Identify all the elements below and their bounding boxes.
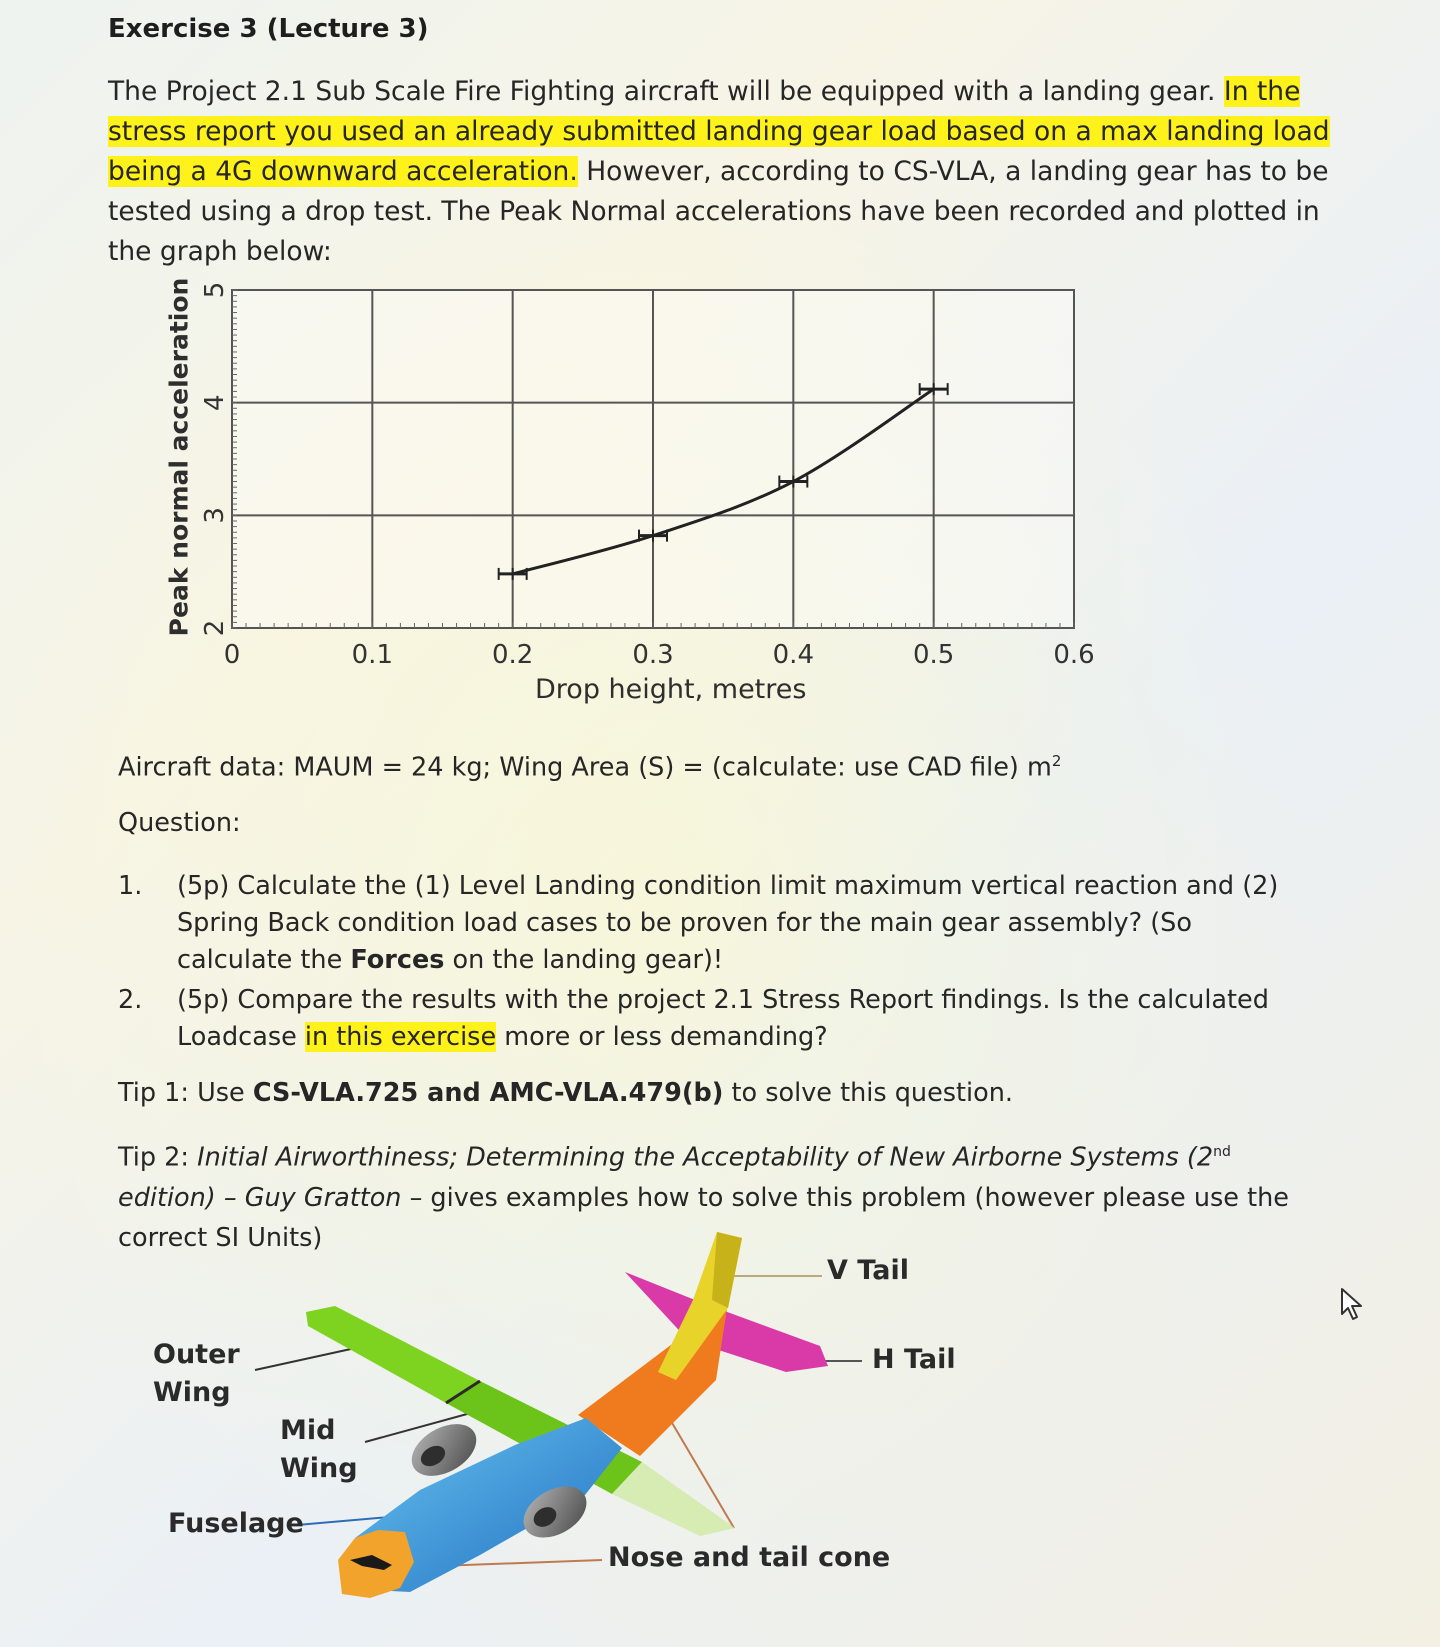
question-text: (5p) Calculate the (1) Level Landing condition limit maximum vertical reaction and (2) Spring Back condition load cases to be proven for the main gear assembly? (So calculate the xyxy=(177,871,1279,975)
label-fuselage: Fuselage xyxy=(168,1508,304,1539)
question-number: 1. xyxy=(118,871,143,901)
x-axis-label: Drop height, metres xyxy=(535,674,807,705)
question-text-end: more or less demanding? xyxy=(496,1022,828,1052)
label-nose-tail: Nose and tail cone xyxy=(608,1542,891,1573)
x-tick-label: 0.2 xyxy=(491,640,534,670)
x-tick-label: 0.1 xyxy=(351,640,394,670)
y-tick-label: 5 xyxy=(200,281,230,299)
question-text-end: on the landing gear)! xyxy=(444,945,724,975)
intro-text-2: However, according to CS-VLA, a landing gear has to be tested using a drop test. The Peak Normal accelerations have been recorded and plotted in the graph below: xyxy=(108,156,1329,267)
question-highlight: in this exercise xyxy=(304,1022,497,1052)
question-text: (5p) Compare the results with the project 2.1 Stress Report findings. Is the calculated Loadcase xyxy=(177,985,1269,1052)
exercise-title: Exercise 3 (Lecture 3) xyxy=(108,14,429,44)
x-tick-label: 0.3 xyxy=(632,640,674,670)
label-outer-wing-line1: Outer xyxy=(153,1339,240,1370)
label-mid-wing-line2: Wing xyxy=(280,1453,358,1484)
label-outer-wing xyxy=(153,1336,240,1412)
aircraft-data-text: Aircraft data: MAUM = 24 kg; Wing Area (S) = (calculate: use CAD file) m xyxy=(118,752,1052,783)
label-mid-wing xyxy=(280,1412,358,1488)
y-tick-label: 4 xyxy=(200,394,230,411)
intro-highlight: In the stress report you used an already submitted landing gear load based on a max landing load being a 4G downward acceleration. xyxy=(108,76,1330,187)
x-tick-label: 0 xyxy=(223,640,241,670)
mouse-cursor-icon xyxy=(1338,1286,1368,1322)
label-mid-wing-line1: Mid xyxy=(280,1415,336,1446)
x-tick-label: 0.6 xyxy=(1053,640,1095,670)
tip-2-sup: nd xyxy=(1213,1144,1231,1160)
tip-1-bold: CS-VLA.725 and AMC-VLA.479(b) xyxy=(252,1078,724,1108)
label-v-tail: V Tail xyxy=(827,1255,909,1286)
label-h-tail: H Tail xyxy=(872,1344,956,1375)
tip-2-book-title: Initial Airworthiness; Determining the Acceptability of New Airborne Systems (2 xyxy=(197,1142,1214,1173)
y-tick-label: 3 xyxy=(200,507,231,524)
tip-1-text: Tip 1: Use xyxy=(118,1078,253,1108)
tip-2-text-end: – gives examples how to solve this problem (however please use the correct SI Units) xyxy=(118,1182,1289,1253)
y-tick-label: 2 xyxy=(200,619,230,637)
tip-2-text: Tip 2: xyxy=(118,1142,198,1173)
question-number: 2. xyxy=(118,985,143,1015)
y-axis-label: Peak normal acceleration xyxy=(164,277,194,637)
x-tick-label: 0.4 xyxy=(772,640,815,670)
tip-1-text-end: to solve this question. xyxy=(723,1078,1013,1108)
tip-2-book-author: edition) – Guy Gratton xyxy=(118,1182,402,1213)
question-label: Question: xyxy=(118,808,241,838)
x-tick-label: 0.5 xyxy=(912,640,955,670)
label-outer-wing-line2: Wing xyxy=(153,1377,231,1408)
outer-wing xyxy=(306,1306,480,1403)
question-bold: Forces xyxy=(350,945,445,975)
aircraft-data-sup: 2 xyxy=(1051,752,1062,770)
intro-text-1: The Project 2.1 Sub Scale Fire Fighting aircraft will be equipped with a landing gear. xyxy=(108,76,1224,107)
